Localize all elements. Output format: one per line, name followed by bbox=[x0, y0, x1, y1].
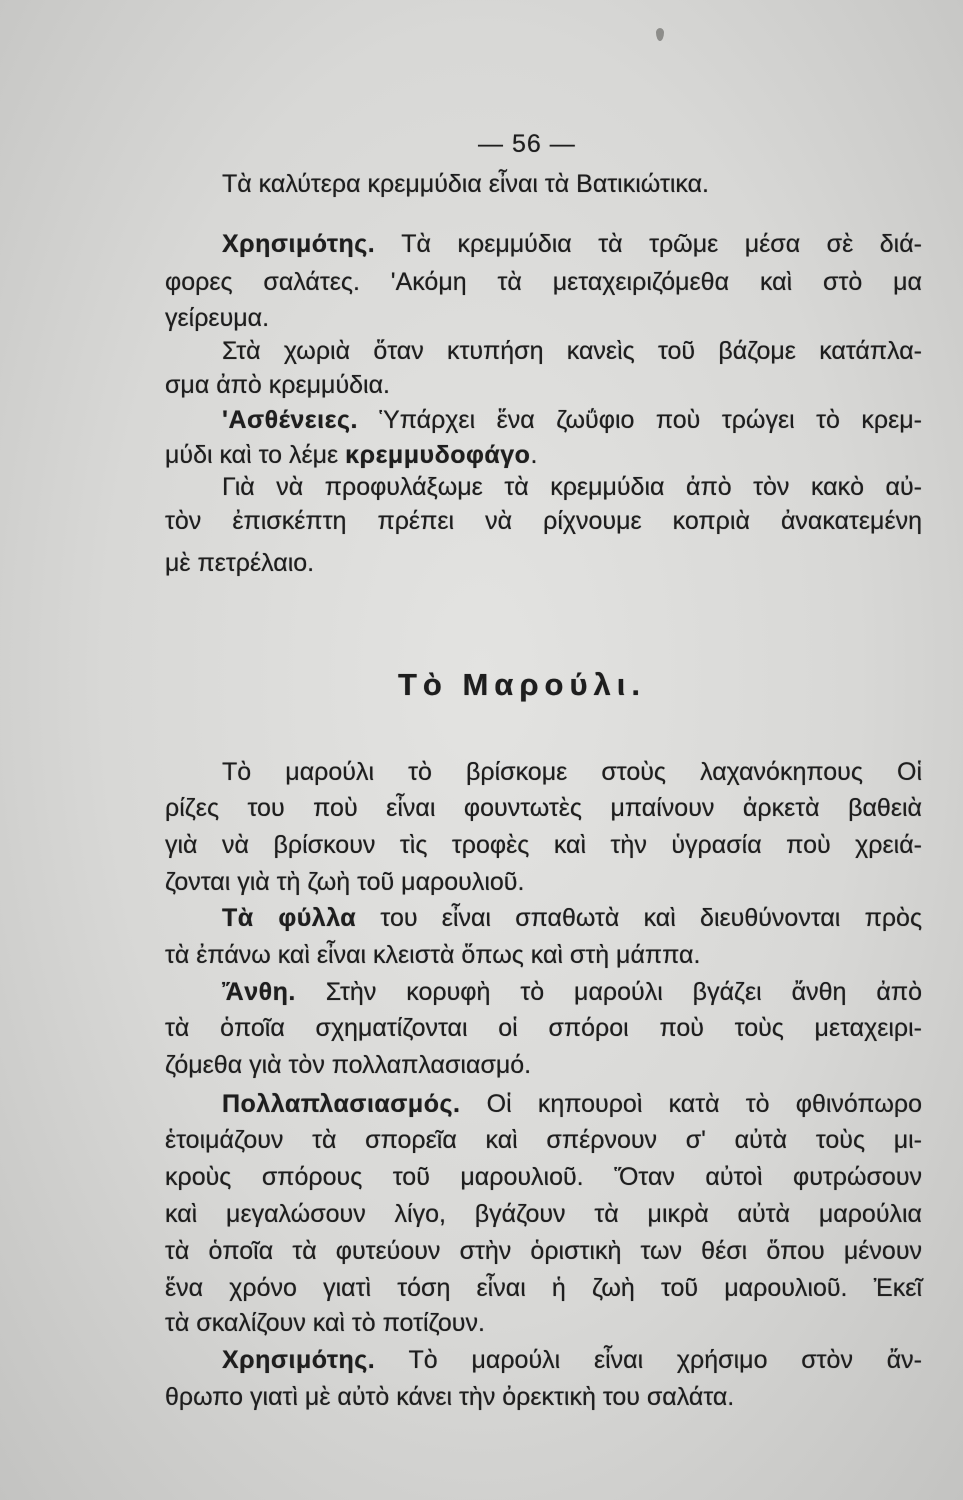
text-run: Τὸ μαρούλι εἶναι χρήσιμο στὸν ἄν- bbox=[375, 1346, 922, 1374]
text-run: του εἶναι σπαθωτὰ καὶ διευθύνονται πρὸς bbox=[356, 904, 923, 932]
text-run: γείρευμα. bbox=[165, 304, 270, 332]
text-line bbox=[165, 1012, 922, 1044]
text-run: τὰ σκαλίζουν καὶ τὸ ποτίζουν. bbox=[165, 1309, 485, 1337]
text-line bbox=[165, 1235, 922, 1267]
bold-term: Χρησιμότης. bbox=[222, 230, 376, 258]
text-line bbox=[165, 1049, 922, 1081]
text-line bbox=[165, 866, 922, 898]
text-run: ζόμεθα γιὰ τὸν πολλαπλασιασμό. bbox=[165, 1051, 532, 1079]
bold-term: Χρησιμότης. bbox=[222, 1346, 376, 1374]
text-run: Στὰ χωριὰ ὅταν κτυπήση κανεὶς τοῦ βάζομε κατάπλα- bbox=[222, 337, 922, 365]
text-run: καὶ μεγαλώσουν λίγο, βγάζουν τὰ μικρὰ αὐτὰ μαρούλια bbox=[165, 1200, 922, 1228]
text-run: Τὰ κρεμμύδια τὰ τρῶμε μέσα σὲ διά- bbox=[375, 230, 922, 258]
text-run: ρίζες του ποὺ εἶναι φουντωτὲς μπαίνουν ἀρκετὰ βαθειὰ bbox=[165, 794, 922, 822]
text-line bbox=[222, 1344, 922, 1376]
text-run: μὲ πετρέλαιο. bbox=[165, 549, 315, 577]
text-line bbox=[165, 939, 922, 971]
text-run: σμα ἀπὸ κρεμμύδια. bbox=[165, 371, 390, 399]
text-run: . bbox=[530, 441, 538, 469]
text-line bbox=[222, 902, 922, 934]
text-run: κροὺς σπόρους τοῦ μαρουλιοῦ. Ὅταν αὐτοὶ φυτρώσουν bbox=[165, 1163, 922, 1191]
page-number: — 56 — bbox=[478, 130, 576, 158]
text-line bbox=[165, 829, 922, 861]
text-run: Γιὰ νὰ προφυλάξωμε τὰ κρεμμύδια ἀπὸ τὸν κακὸ αὐ- bbox=[222, 473, 922, 501]
text-run: ἑτοιμάζουν τὰ σπορεῖα καὶ σπέρνουν σ' αὐτὰ τοὺς μι- bbox=[165, 1126, 922, 1154]
text-run: τὰ ὁποῖα τὰ φυτεύουν στὴν ὁριστικὴ των θέσι ὅπου μένουν bbox=[165, 1237, 922, 1265]
text-run: μύδι καὶ το λέμε bbox=[165, 441, 346, 469]
text-run: θρωπο γιατὶ μὲ αὐτὸ κάνει τὴν ὀρεκτικὴ του σαλάτα. bbox=[165, 1383, 735, 1411]
text-line bbox=[222, 976, 922, 1008]
bold-term: Ἄνθη. bbox=[222, 978, 296, 1006]
text-run: Στὴν κορυφὴ τὸ μαρούλι βγάζει ἄνθη ἀπὸ bbox=[295, 978, 922, 1006]
text-line bbox=[165, 792, 922, 824]
text-run: Τὰ καλύτερα κρεμμύδια εἶναι τὰ Βατικιώτικα. bbox=[222, 170, 709, 198]
text-run: Ὑπάρχει ἕνα ζωΰφιο ποὺ τρώγει τὸ κρεμ- bbox=[357, 406, 922, 434]
text-line bbox=[165, 1272, 922, 1304]
text-run: φορες σαλάτες. 'Ακόμη τὰ μεταχειριζόμεθα καὶ στὸ μα bbox=[165, 268, 922, 296]
text-line bbox=[165, 1381, 922, 1413]
bold-term: κρεμμυδοφάγο bbox=[345, 441, 531, 469]
text-run: Τὸ μαρούλι τὸ βρίσκομε στοὺς λαχανόκηπους Οἱ bbox=[222, 758, 922, 786]
text-run: τὸν ἐπισκέπτη πρέπει νὰ ρίχνουμε κοπριὰ ἀνακατεμένη bbox=[165, 507, 922, 535]
text-run: Οἱ κηπουροὶ κατὰ τὸ φθινόπωρο bbox=[460, 1090, 922, 1118]
text-line bbox=[222, 756, 922, 788]
bold-term: Τὰ φύλλα bbox=[222, 904, 357, 932]
text-line bbox=[165, 1198, 922, 1230]
text-run: γιὰ νὰ βρίσκουν τὶς τροφὲς καὶ τὴν ὑγρασία ποὺ χρειά- bbox=[165, 831, 922, 859]
section-heading: Τὸ Μαρούλι. bbox=[398, 667, 646, 702]
bold-term: 'Ασθένειες. bbox=[222, 406, 358, 434]
text-run: τὰ ἐπάνω καὶ εἶναι κλειστὰ ὅπως καὶ στὴ μάππα. bbox=[165, 941, 701, 969]
text-line bbox=[165, 1307, 922, 1339]
text-line bbox=[222, 1088, 922, 1120]
text-run: ἕνα χρόνο γιατὶ τόση εἶναι ἡ ζωὴ τοῦ μαρουλιοῦ. Ἐκεῖ bbox=[165, 1274, 922, 1302]
text-run: τὰ ὁποῖα σχηματίζονται οἱ σπόροι ποὺ τοὺς μεταχειρι- bbox=[165, 1014, 922, 1042]
bold-term: Πολλαπλασιασμός. bbox=[222, 1090, 461, 1118]
text-line bbox=[165, 1161, 922, 1193]
text-run: ζονται γιὰ τὴ ζωὴ τοῦ μαρουλιοῦ. bbox=[165, 868, 525, 896]
text-line bbox=[165, 1124, 922, 1156]
